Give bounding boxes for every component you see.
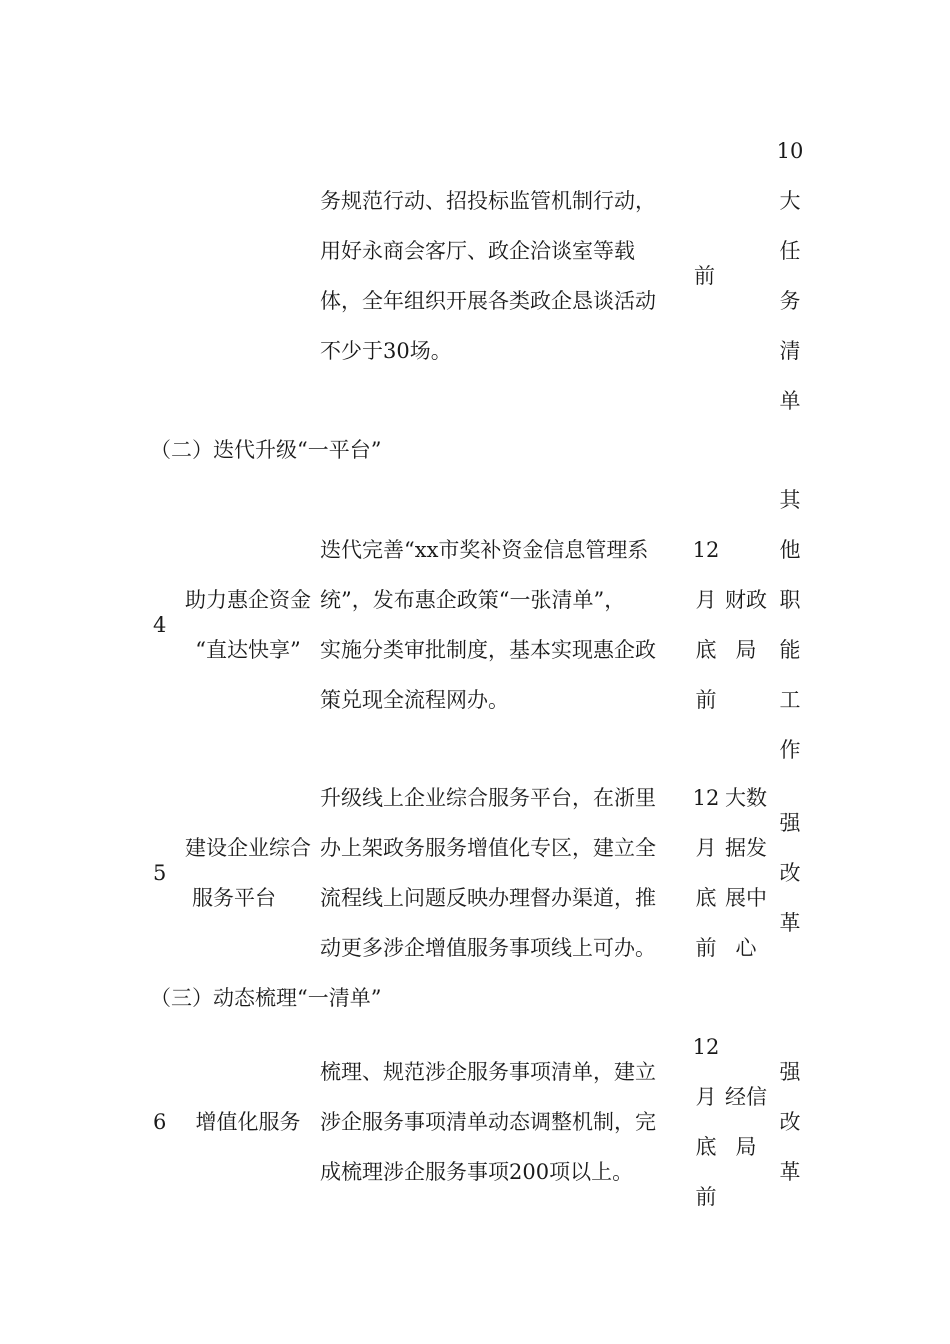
row4-department: 局: [735, 638, 757, 662]
row4-department: 财政: [725, 588, 767, 612]
row5-name: 服务平台: [192, 886, 276, 910]
row5-category: 强 改 革: [779, 811, 801, 935]
row3-category: 10 大 任 务 清 单: [776, 139, 804, 413]
row6-department: 经信: [725, 1085, 767, 1109]
section-heading-3: （三）动态梳理“一清单”: [150, 986, 382, 1010]
row5-task-line: 动更多涉企增值服务事项线上可办。: [320, 936, 656, 960]
row5-name: 建设企业综合: [185, 836, 311, 860]
row4-name: 助力惠企资金: [185, 588, 311, 612]
row3-task-line: 不少于30场。: [320, 339, 452, 363]
row4-task-line: 策兑现全流程网办。: [320, 688, 509, 712]
row4-task-line: 迭代完善“xx市奖补资金信息管理系: [320, 538, 649, 562]
row6-number: 6: [153, 1110, 167, 1134]
row6-category: 强 改 革: [779, 1060, 801, 1184]
row3-task-line: 务规范行动、招投标监管机制行动，: [320, 189, 656, 213]
row4-number: 4: [153, 613, 167, 637]
row5-department: 大数 据发 展中 心: [725, 786, 767, 960]
row4-category: 其 他 职 能 工 作: [779, 488, 801, 762]
row4-task-line: 实施分类审批制度，基本实现惠企政: [320, 638, 656, 662]
row4-task-line: 统”，发布惠企政策“一张清单”，: [320, 588, 626, 612]
row5-number: 5: [153, 861, 167, 885]
row6-name: 增值化服务: [195, 1110, 301, 1134]
section-heading-2: （二）迭代升级“一平台”: [150, 438, 382, 462]
row6-task-line: 成梳理涉企服务事项200项以上。: [320, 1160, 634, 1184]
row6-deadline: 12 月 底 前: [692, 1035, 720, 1209]
row6-department: 局: [735, 1135, 757, 1159]
row4-name: “直达快享”: [195, 638, 301, 662]
row4-deadline: 12 月 底 前: [692, 538, 720, 712]
row6-task-line: 梳理、规范涉企服务事项清单，建立: [320, 1060, 656, 1084]
row5-task-line: 升级线上企业综合服务平台，在浙里: [320, 786, 656, 810]
row5-task-line: 办上架政务服务增值化专区，建立全: [320, 836, 656, 860]
row3-task-line: 用好永商会客厅、政企洽谈室等载: [320, 239, 635, 263]
row3-task-line: 体，全年组织开展各类政企恳谈活动: [320, 289, 656, 313]
row5-task-line: 流程线上问题反映办理督办渠道，推: [320, 886, 656, 910]
row5-deadline: 12 月 底 前: [692, 786, 720, 960]
row6-task-line: 涉企服务事项清单动态调整机制，完: [320, 1110, 656, 1134]
row3-deadline: 前: [694, 264, 715, 288]
